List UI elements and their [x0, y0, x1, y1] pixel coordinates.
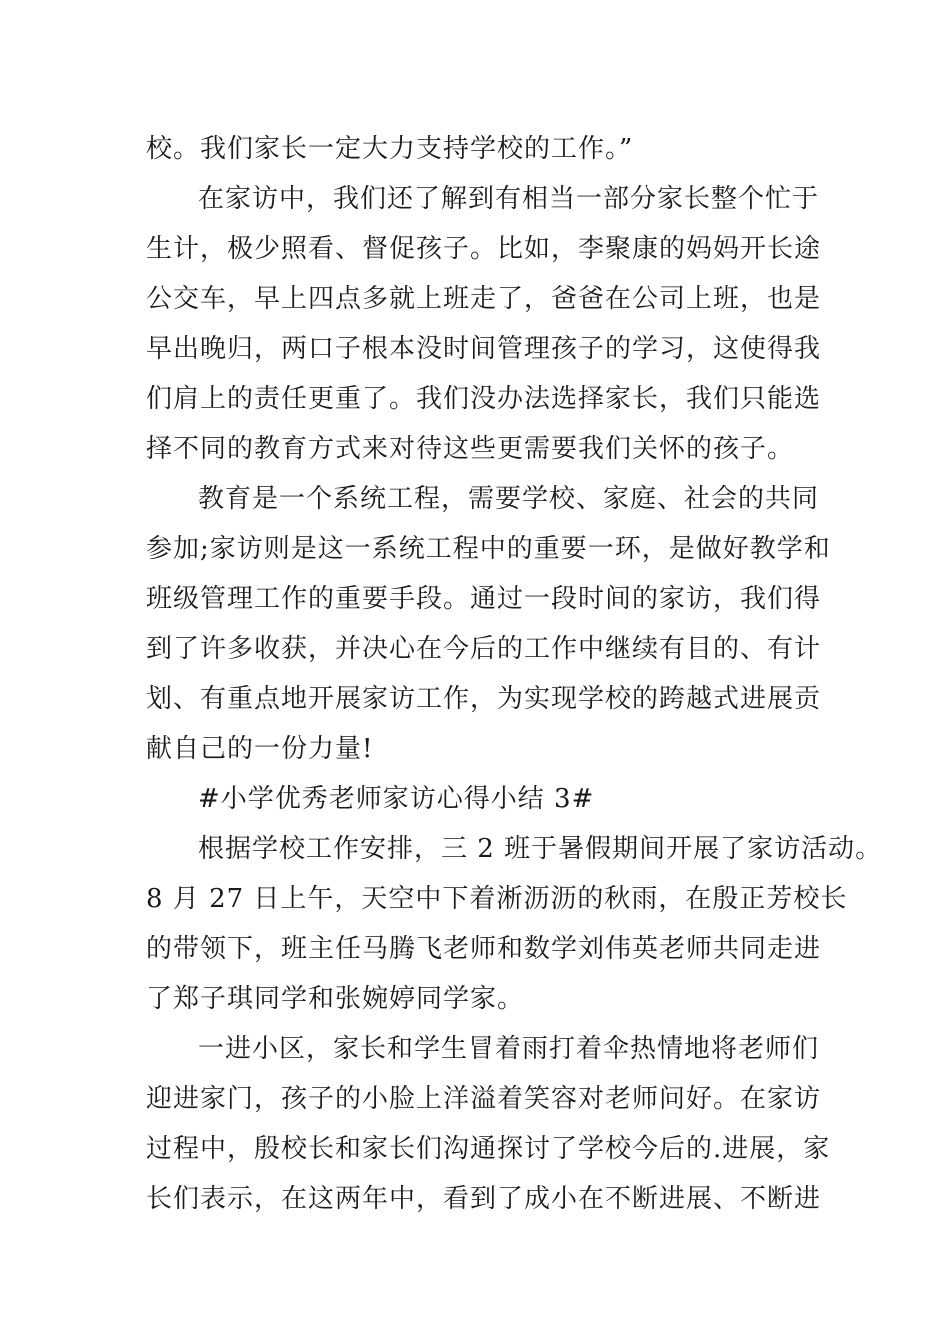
text-line: 的带领下，班主任马腾飞老师和数学刘伟英老师共同走进 [146, 934, 822, 964]
text-line: 迎进家门，孩子的小脸上洋溢着笑容对老师问好。在家访 [146, 1084, 822, 1114]
text-line: 教育是一个系统工程，需要学校、家庭、社会的共同 [198, 484, 820, 514]
text-line: 生计，极少照看、督促孩子。比如，李聚康的妈妈开长途 [146, 234, 822, 264]
text-line: 们肩上的责任更重了。我们没办法选择家长，我们只能选 [146, 384, 822, 414]
text-line: 校。我们家长一定大力支持学校的工作。” [146, 134, 634, 164]
text-line: 择不同的教育方式来对待这些更需要我们关怀的孩子。 [146, 434, 795, 464]
text-line: 在家访中，我们还了解到有相当一部分家长整个忙于 [198, 184, 820, 214]
text-line: 了郑子琪同学和张婉婷同学家。 [146, 984, 525, 1014]
text-line: 献自己的一份力量! [146, 734, 374, 764]
text-line: 到了许多收获，并决心在今后的工作中继续有目的、有计 [146, 634, 822, 664]
text-line: #小学优秀老师家访心得小结 3# [198, 784, 595, 814]
text-line: 早出晚归，两口子根本没时间管理孩子的学习，这使得我 [146, 334, 822, 364]
text-line: 参加;家访则是这一系统工程中的重要一环，是做好教学和 [146, 534, 831, 564]
text-line: 公交车，早上四点多就上班走了，爸爸在公司上班，也是 [146, 284, 822, 314]
text-line: 过程中，殷校长和家长们沟通探讨了学校今后的.进展，家 [146, 1134, 831, 1164]
text-line: 划、有重点地开展家访工作，为实现学校的跨越式进展贡 [146, 684, 822, 714]
text-line: 8 月 27 日上午，天空中下着淅沥沥的秋雨，在殷正芳校长 [146, 884, 848, 914]
document-body [146, 124, 883, 1224]
text-line: 一进小区，家长和学生冒着雨打着伞热情地将老师们 [198, 1034, 820, 1064]
text-line: 班级管理工作的重要手段。通过一段时间的家访，我们得 [146, 584, 822, 614]
text-line: 长们表示，在这两年中，看到了成小在不断进展、不断进 [146, 1184, 822, 1214]
text-line: 根据学校工作安排，三 2 班于暑假期间开展了家访活动。 [198, 834, 883, 864]
